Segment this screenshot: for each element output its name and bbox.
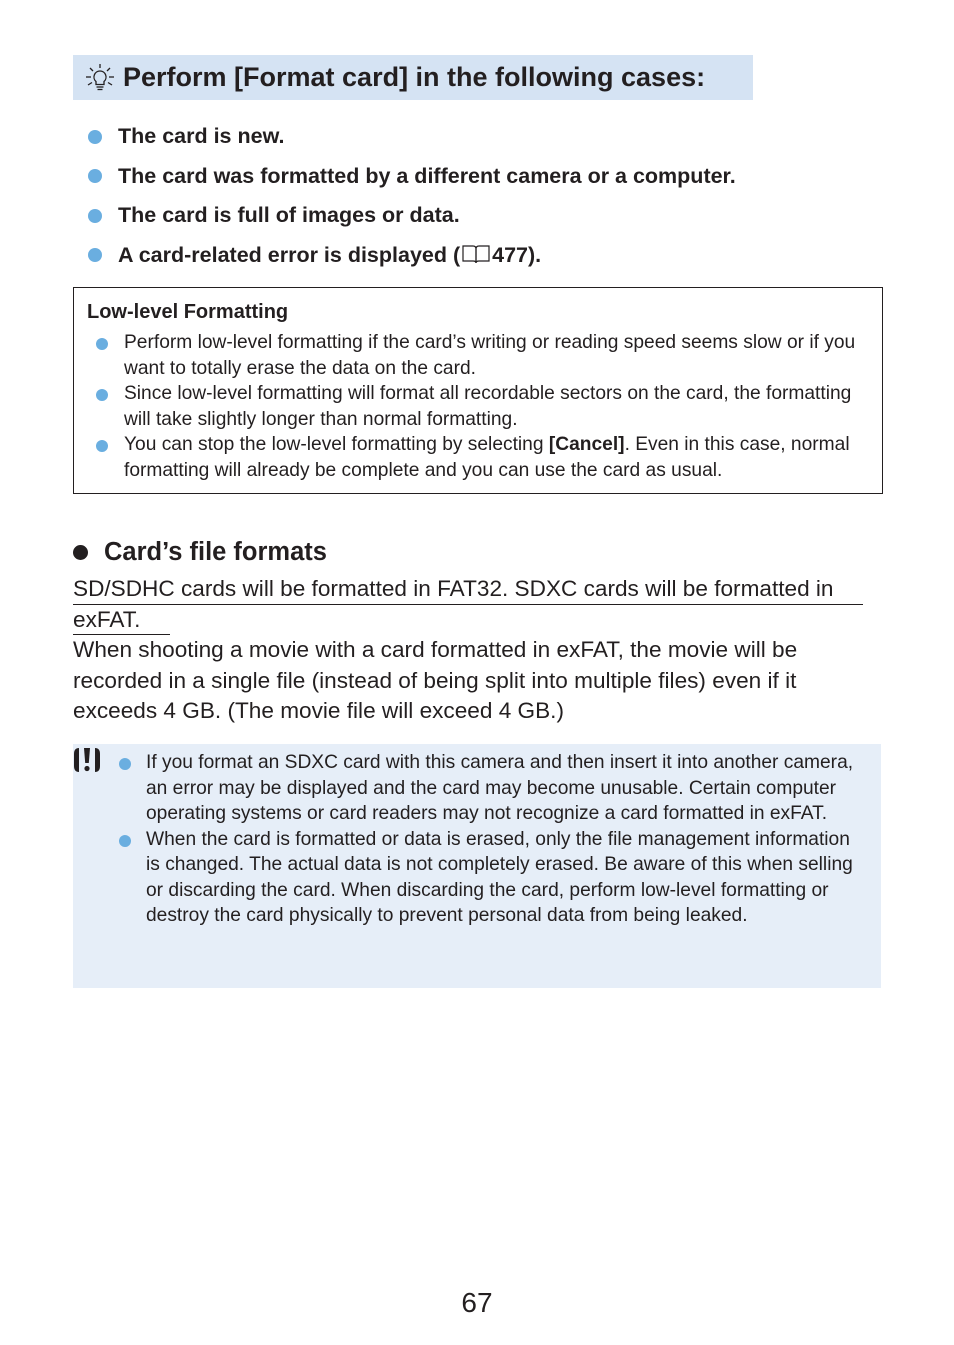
bullet-icon bbox=[119, 835, 131, 847]
caution-box bbox=[73, 744, 881, 988]
exfat-paragraph: When shooting a movie with a card formatted in exFAT, the movie will be recorded in a single file (instead of being split into multiple files) even if it exceeds 4 GB. (The movie file will exceed 4 GB.) bbox=[73, 637, 798, 724]
page-reference[interactable]: 477 bbox=[492, 242, 529, 267]
tip-title: Perform [Format card] in the following cases: bbox=[123, 62, 706, 92]
cancel-label: [Cancel] bbox=[548, 434, 625, 455]
bullet-icon bbox=[88, 209, 102, 223]
caution-icon bbox=[73, 746, 101, 774]
list-item: The card was formatted by a different camera or a computer. bbox=[88, 157, 736, 197]
box-heading: Low-level Formatting bbox=[87, 301, 289, 323]
list-item: The card is full of images or data. bbox=[88, 196, 736, 236]
list-item: Since low-level formatting will format all recordable sectors on the card, the formatting will take slightly longer than normal formatting. bbox=[87, 381, 868, 432]
bullet-icon bbox=[88, 130, 102, 144]
underline bbox=[73, 604, 863, 605]
bullet-icon bbox=[73, 545, 88, 560]
section-heading: Card’s file formats bbox=[73, 538, 327, 567]
page-number: 67 bbox=[461, 1287, 493, 1318]
tip-list bbox=[88, 117, 736, 275]
bullet-icon bbox=[96, 338, 108, 350]
lightbulb-icon bbox=[83, 63, 117, 93]
list-item: You can stop the low-level formatting by selecting [Cancel]. Even in this case, normal formatting will already be complete and you can use the card as usual. bbox=[87, 432, 868, 483]
list-item: The card is new. bbox=[88, 117, 736, 157]
bullet-icon bbox=[96, 440, 108, 452]
low-level-formatting-box bbox=[73, 287, 883, 494]
fat32-paragraph: SD/SDHC cards will be formatted in FAT32. SDXC cards will be formatted in exFAT. bbox=[73, 576, 834, 632]
bullet-icon bbox=[88, 248, 102, 262]
bullet-icon bbox=[119, 758, 131, 770]
list-item: A card-related error is displayed ( 477). bbox=[88, 236, 736, 276]
bullet-icon bbox=[96, 389, 108, 401]
list-item: When the card is formatted or data is erased, only the file management information is changed. The actual data is not completely erased. Be aware of this when selling or discarding the card. When discarding the card, perform low-level formatting or destroy the card physically to prevent personal data from being leaked. bbox=[118, 827, 868, 929]
list-item: Perform low-level formatting if the card’s writing or reading speed seems slow or if you want to totally erase the data on the card. bbox=[87, 330, 868, 381]
list-item: If you format an SDXC card with this camera and then insert it into another camera, an error may be displayed and the card may become unusable. Certain computer operating systems or card readers may not recognize a card formatted in exFAT. bbox=[118, 750, 868, 827]
bullet-icon bbox=[88, 169, 102, 183]
tip-header bbox=[73, 55, 753, 100]
book-reference-icon[interactable] bbox=[461, 243, 491, 265]
